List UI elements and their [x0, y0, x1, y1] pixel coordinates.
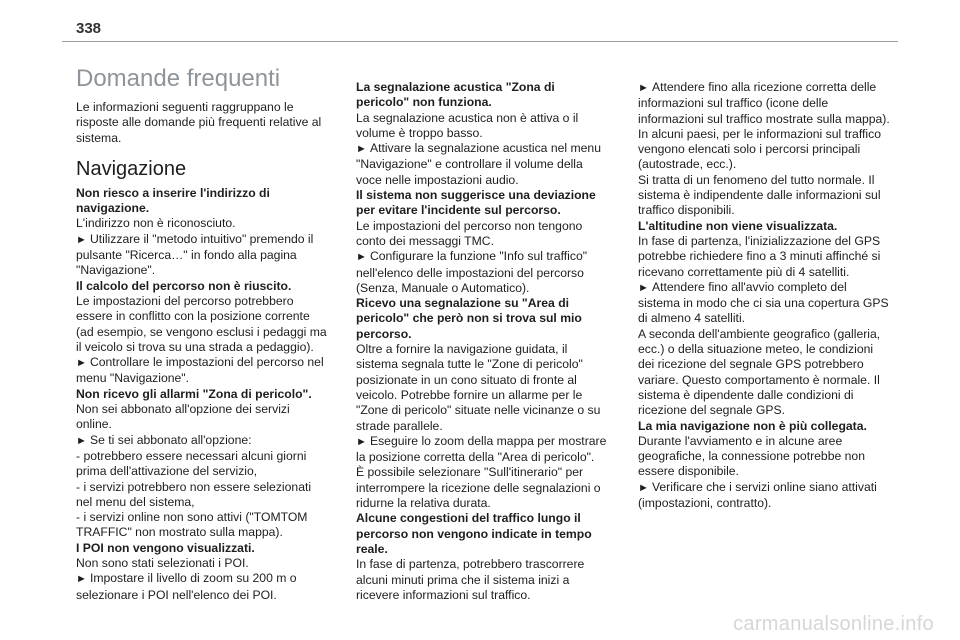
- faq-answer: - i servizi potrebbero non essere selezionati nel menu del sistema,: [76, 479, 312, 509]
- faq-answer: Non sono stati selezionati i POI.: [76, 556, 249, 571]
- column-1: [76, 64, 328, 603]
- faq-action-step: ► Attendere fino all'avvio completo del sistema in modo che ci sia una copertura GPS di almeno 4 satelliti.: [638, 280, 890, 327]
- faq-answer: Si tratta di un fenomeno del tutto normale. Il sistema è indipendente dalle informazioni sul traffico disponibili.: [638, 172, 881, 218]
- faq-action-step: ► Verificare che i servizi online siano attivati (impostazioni, contratto).: [638, 480, 890, 512]
- faq-answer: A seconda dell'ambiente geografico (galleria, ecc.) o della situazione meteo, le condizioni dei ricezione del segnale GPS potrebbero variare. Questo comportamento è normale. Il sistema è dipendente dalle condizioni di ricezione del segnale GPS.: [638, 326, 881, 418]
- faq-action-step: ► Utilizzare il "metodo intuitivo" premendo il pulsante "Ricerca…" in fondo alla pagina "Navigazione".: [76, 232, 328, 279]
- faq-action-step: ► Attendere fino alla ricezione corretta delle informazioni sul traffico (icone delle informazioni sul traffico mostrate sulla mappa).: [638, 80, 890, 127]
- faq-action-step: ► Configurare la funzione "Info sul traffico" nell'elenco delle impostazioni del percorso (Senza, Manuale o Automatico).: [356, 249, 608, 296]
- watermark: carmanualsonline.info: [733, 613, 934, 635]
- faq-answer: In fase di partenza, l'inizializzazione del GPS potrebbe richiedere fino a 3 minuti affinché si ricevano correttamente più di 4 satelliti.: [638, 233, 881, 279]
- faq-answer: In fase di partenza, potrebbero trascorrere alcuni minuti prima che il sistema inizi a ricevere informazioni sul traffico.: [356, 557, 585, 602]
- faq-answer: In alcuni paesi, per le informazioni sul traffico vengono elencati solo i percorsi principali (autostrade, ecc.).: [638, 126, 881, 172]
- faq-action-step: ► Impostare il livello di zoom su 200 m o selezionare i POI nell'elenco dei POI.: [76, 571, 328, 603]
- faq-list-3: [638, 80, 890, 511]
- faq-answer: È possibile selezionare "Sull'itinerario" per interrompere la ricezione delle segnalazioni o ridurne la relativa durata.: [356, 465, 601, 511]
- faq-answer: Le impostazioni del percorso potrebbero essere in conflitto con la posizione corrente (ad esempio, se vengono esclusi i pedaggi ma il veicolo si trova su una strada a pedaggio).: [76, 293, 327, 354]
- faq-answer: Oltre a fornire la navigazione guidata, il sistema segnala tutte le "Zone di pericolo" posizionate in un cono situato di fronte al veicolo. Potrebbe fornire un allarme per le "Zone di pericolo" situate nelle vicinanze o su strade parallele.: [356, 342, 601, 433]
- faq-question: Non riesco a inserire l'indirizzo di navigazione.: [76, 185, 270, 216]
- faq-question: Non ricevo gli allarmi "Zona di pericolo".: [76, 386, 312, 401]
- faq-action-step: ► Attivare la segnalazione acustica nel menu "Navigazione" e controllare il volume della voce nelle impostazioni audio.: [356, 141, 608, 188]
- faq-answer: - i servizi online non sono attivi ("TOMTOM TRAFFIC" non mostrato sulla mappa).: [76, 510, 308, 540]
- column-2: [356, 80, 608, 603]
- page-number: 338: [76, 20, 102, 37]
- faq-question: Alcune congestioni del traffico lungo il percorso non vengono indicate in tempo reale.: [356, 511, 592, 556]
- faq-answer: Durante l'avviamento e in alcune aree geografiche, la connessione potrebbe non essere disponibile.: [638, 433, 865, 479]
- column-3: [638, 80, 890, 511]
- faq-question: La segnalazione acustica "Zona di pericolo" non funziona.: [356, 80, 555, 110]
- faq-question: Il sistema non suggerisce una deviazione per evitare l'incidente sul percorso.: [356, 188, 596, 218]
- faq-answer: Non sei abbonato all'opzione dei servizi online.: [76, 402, 290, 432]
- faq-question: La mia navigazione non è più collegata.: [638, 418, 867, 433]
- faq-answer: La segnalazione acustica non è attiva o il volume è troppo basso.: [356, 110, 579, 140]
- header-rule: [62, 41, 898, 42]
- faq-action-step: ► Eseguire lo zoom della mappa per mostrare la posizione corretta della "Area di pericolo".: [356, 434, 608, 466]
- faq-question: Il calcolo del percorso non è riuscito.: [76, 278, 292, 293]
- faq-action-step: ► Controllare le impostazioni del percorso nel menu "Navigazione".: [76, 355, 328, 387]
- faq-answer: - potrebbero essere necessari alcuni giorni prima dell'attivazione del servizio,: [76, 448, 307, 479]
- faq-question: I POI non vengono visualizzati.: [76, 540, 255, 555]
- page-title: Domande frequenti: [76, 65, 281, 92]
- section-title: Navigazione: [76, 157, 187, 180]
- faq-answer: Le impostazioni del percorso non tengono conto dei messaggi TMC.: [356, 218, 583, 248]
- intro-text: Le informazioni seguenti raggruppano le risposte alle domande più frequenti relative al sistema.: [76, 100, 322, 145]
- faq-list-1: [76, 186, 328, 603]
- faq-action-step: ► Se ti sei abbonato all'opzione:: [76, 433, 328, 449]
- faq-list-2: [356, 80, 608, 603]
- faq-question: L'altitudine non viene visualizzata.: [638, 218, 838, 233]
- faq-answer: L'indirizzo non è riconosciuto.: [76, 216, 236, 231]
- faq-question: Ricevo una segnalazione su "Area di pericolo" che però non si trova sul mio percorso.: [356, 296, 582, 341]
